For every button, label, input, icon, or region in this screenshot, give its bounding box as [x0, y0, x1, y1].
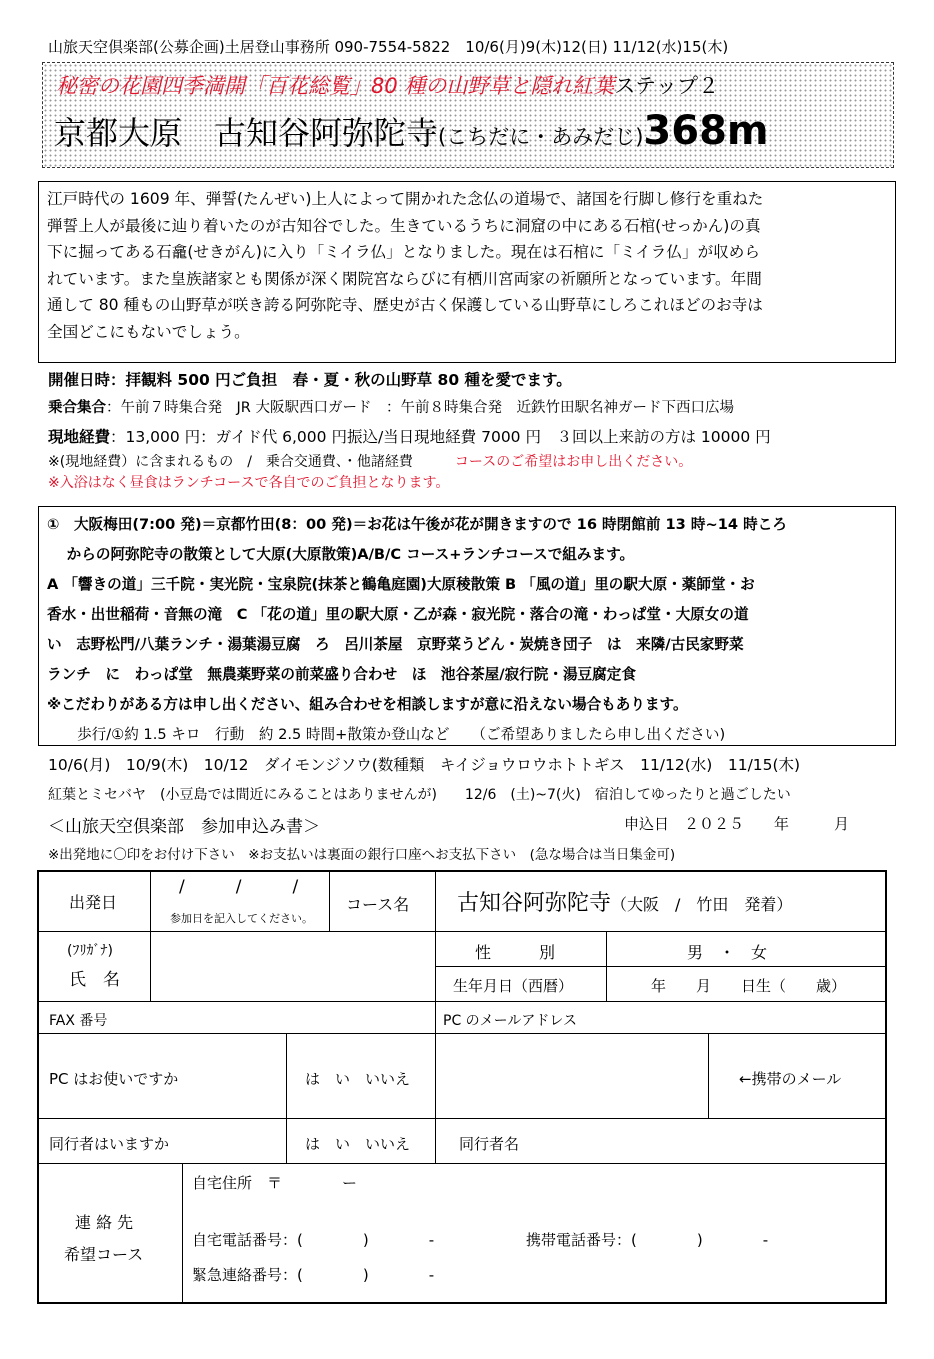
- course-name-label: コース名: [346, 895, 410, 914]
- pc-mail-label: PC のメールアドレス: [443, 1013, 577, 1029]
- course-line: ① 大阪梅田(7:00 発)＝京都竹田(8：00 発)＝お花は午後が花が開きますので 16 時閉館前 13 時~14 時ころ: [47, 516, 787, 533]
- intro-line: れています。また皇族諸家とも関係が深く閑院宮ならびに有栖川宮両家の祈願所となっています。年間: [47, 269, 762, 288]
- info-meeting-label: 乗合集合: [48, 400, 106, 416]
- gender-options[interactable]: 男 ・ 女: [687, 943, 768, 962]
- info-meeting: [48, 396, 734, 417]
- info-note-request: コースのご希望はお申し出ください。: [454, 454, 693, 470]
- course-line: 香水・出世稲荷・音無の滝 C 「花の道」里の駅大原・乙が森・寂光院・落合の滝・わっぱ堂・大原女の道: [47, 606, 749, 623]
- course-line: い 志野松門/八葉ランチ・湯葉湯豆腐 ろ 呂川茶屋 京野菜うどん・炭焼き団子 は 来隣/古民家野菜: [47, 636, 744, 653]
- info-note-1: [48, 451, 692, 471]
- intro-line: 通して 80 種もの山野草が咲き誇る阿弥陀寺、歴史が古く保護している山野草にしろこれほどのお寺は: [47, 296, 763, 314]
- intro-line: 弾誓上人が最後に辿り着いたのが古知谷でした。生きているうちに洞窟の中にある石棺(せっかん)の真: [47, 216, 761, 235]
- course-line: ランチ に わっぱ堂 無農薬野菜の前菜盛り合わせ ほ 池谷茶屋/寂行院・湯豆腐定食: [47, 666, 636, 683]
- pc-use-options[interactable]: は い いいえ: [305, 1070, 411, 1088]
- name-label: 氏 名: [69, 970, 120, 990]
- course-name-text: 古知谷阿弥陀寺: [457, 891, 612, 916]
- course-box: [38, 506, 896, 746]
- birth-fields[interactable]: 年 月 日生（ 歳）: [651, 977, 847, 995]
- mobile-phone-field[interactable]: 携帯電話番号：( ) -: [526, 1231, 769, 1249]
- info-cost-value: ：13,000 円：ガイド代 6,000 円振込/当日現地経費 7000 円 ３回以上来訪の方は 10000 円: [110, 428, 771, 446]
- intro-line: 江戸時代の 1609 年、弾誓(たんぜい)上人によって開かれた念仏の道場で、諸国を行脚し修行を重ねた: [47, 190, 764, 208]
- title-line-1: [56, 70, 719, 100]
- companion-label: 同行者はいますか: [49, 1135, 170, 1153]
- intro-line: 下に掘ってある石龕(せきがん)に入り「ミイラ仏」となりました。現在は石棺に「ミイラ仏」が収めら: [47, 243, 760, 261]
- companion-options[interactable]: は い いいえ: [305, 1135, 411, 1153]
- preferred-course-label: 希望コース: [64, 1245, 144, 1264]
- furigana-label: (ﾌﾘｶﾞﾅ): [67, 943, 113, 959]
- apply-date: 申込日 ２０２５ 年 月: [624, 815, 850, 833]
- info-date-value: ：拝観料 500 円ご負担 春・夏・秋の山野草 80 種を愛でます。: [110, 371, 572, 389]
- contact-label: 連 絡 先: [75, 1213, 134, 1232]
- home-phone-field[interactable]: 自宅電話番号：( ) -: [192, 1231, 435, 1249]
- course-name-value: [457, 886, 792, 917]
- gender-label: 性 別: [475, 943, 556, 962]
- fax-label: FAX 番号: [49, 1013, 108, 1029]
- depart-date-slashes[interactable]: / / /: [179, 877, 299, 897]
- apply-title: ＜山旅天空倶楽部 参加申込み書＞: [48, 817, 320, 837]
- depart-label: 出発日: [69, 893, 118, 912]
- course-name-suffix: （大阪 / 竹田 発着）: [611, 895, 793, 914]
- mobile-mail-label: ←携帯のメール: [739, 1070, 842, 1088]
- info-date-label: 開催日時: [48, 371, 111, 389]
- apply-note: ※出発地に〇印をお付け下さい ※お支払いは裏面の銀行口座へお支払下さい (急な場合は当日集金可): [48, 847, 676, 863]
- depart-hint: 参加日を記入してください。: [170, 912, 313, 925]
- birth-label: 生年月日（西暦）: [453, 977, 574, 995]
- application-form: [37, 870, 887, 1304]
- title-altitude: 368m: [643, 108, 769, 154]
- info-cost-label: 現地経費: [48, 428, 111, 446]
- info-cost: [48, 425, 771, 447]
- title-place: 京都大原 古知谷阿弥陀寺: [54, 114, 439, 152]
- course-line: ※こだわりがある方は申し出ください、組み合わせを相談しますが意に沿えない場合もあります。: [47, 696, 688, 713]
- pc-mail-input[interactable]: [436, 1034, 708, 1118]
- dates-line-1: 10/6(月) 10/9(木) 10/12 ダイモンジソウ(数種類 キイジョウロウホトトギス 11/12(水) 11/15(木): [48, 756, 801, 774]
- title-reading: (こちだに・あみだじ): [438, 125, 644, 149]
- info-meeting-value: ：午前７時集合発 JR 大阪駅西口ガード ：午前８時集合発 近鉄竹田駅名神ガード下西口広場: [106, 400, 734, 416]
- dates-line-2: 紅葉とミセバヤ (小豆島では間近にみることはありませんが) 12/6 (土)~7(火) 宿泊してゆったりと過ごしたい: [48, 787, 791, 803]
- name-input[interactable]: [151, 932, 435, 1001]
- companion-name-label: 同行者名: [459, 1135, 520, 1153]
- title-line-2: [54, 108, 769, 154]
- office-header: 山旅天空倶楽部(公募企画)土居登山事務所 090-7554-5822 10/6(月)9(木)12(日) 11/12(水)15(木): [48, 38, 729, 56]
- course-line: A 「響きの道」三千院・実光院・宝泉院(抹茶と鶴亀庭園)大原稜散策 B 「風の道」里の駅大原・薬師堂・お: [47, 576, 755, 593]
- course-line: からの阿弥陀寺の散策として大原(大原散策)A/B/C コース+ランチコースで組みます。: [47, 546, 635, 563]
- emergency-phone-field[interactable]: 緊急連絡番号：( ) -: [192, 1266, 435, 1284]
- info-note-included: ※(現地経費）に含まれるもの / 乗合交通費、・他諸経費: [48, 454, 413, 470]
- title-step: ステップ２: [614, 74, 719, 98]
- intro-box: [38, 181, 896, 363]
- course-walk: 歩行/①約 1.5 キロ 行動 約 2.5 時間+散策か登山など （ご希望ありましたら申し出ください): [77, 726, 726, 743]
- title-catchphrase: 秘密の花園四季満開「百花総覧」80 種の山野草と隠れ紅葉: [56, 74, 615, 98]
- info-note-lunch: ※入浴はなく昼食はランチコースで各自でのご負担となります。: [48, 475, 450, 491]
- intro-line: 全国どこにもないでしょう。: [47, 322, 250, 341]
- address-field[interactable]: 自宅住所 〒 ー: [192, 1174, 358, 1192]
- pc-use-label: PC はお使いですか: [49, 1070, 179, 1088]
- info-date: [48, 368, 572, 390]
